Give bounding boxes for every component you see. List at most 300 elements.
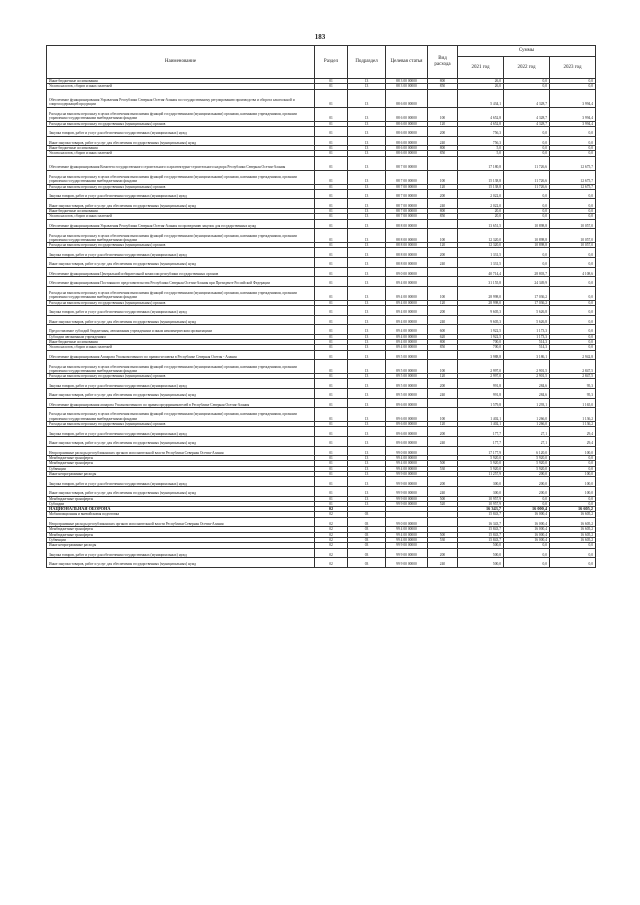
row-value-2022: 0,0 xyxy=(504,126,550,136)
table-row xyxy=(47,548,596,558)
row-value-2023: 2 942,8 xyxy=(550,350,596,360)
row-value-2021: 9 605,3 xyxy=(458,315,504,325)
row-value-2023: 0,0 xyxy=(550,79,596,84)
row-value-2022: 11 726,6 xyxy=(504,170,550,184)
row-section: 01 xyxy=(315,300,348,305)
row-target: 88 6 00 00000 xyxy=(386,121,428,126)
row-value-2023: 29,4 xyxy=(550,427,596,437)
row-value-2022: 4 328,7 xyxy=(504,107,550,121)
row-target: 89 0 00 00000 xyxy=(386,267,428,277)
row-value-2021: 300,0 xyxy=(458,486,504,496)
row-target: 99 9 00 00000 xyxy=(386,543,428,548)
row-name: Субвенции xyxy=(47,466,315,471)
row-value-2023: 100,0 xyxy=(550,477,596,487)
row-value-2021: 20,0 xyxy=(458,209,504,214)
row-name: Расходы на выплаты персоналу государственных (муниципальных) органов xyxy=(47,184,315,189)
row-value-2021: 4 652,8 xyxy=(458,107,504,121)
row-section: 01 xyxy=(315,466,348,471)
row-value-2021: 2 022,0 xyxy=(458,189,504,199)
row-value-2022: 200,0 xyxy=(504,472,550,477)
row-name: Иные бюджетные ассигнования xyxy=(47,209,315,214)
row-name: Межбюджетные трансферты xyxy=(47,496,315,501)
row-expense-type: 200 xyxy=(428,248,458,258)
row-value-2021: 13 651,5 xyxy=(458,219,504,229)
table-row xyxy=(47,136,596,146)
row-value-2021: 500,0 xyxy=(458,558,504,568)
row-value-2023: 3 994,4 xyxy=(550,89,596,107)
row-subsection: 13 xyxy=(348,305,386,315)
table-row xyxy=(47,170,596,184)
row-value-2022: 200,0 xyxy=(504,477,550,487)
row-value-2022: 284,6 xyxy=(504,379,550,389)
row-name: Иные закупки товаров, работ и услуг для обеспечения государственных (муниципальных) нужд xyxy=(47,136,315,146)
row-target: 88 7 00 00000 xyxy=(386,209,428,214)
row-value-2023: 1 136,2 xyxy=(550,422,596,427)
row-expense-type: 530 xyxy=(428,466,458,471)
row-section: 01 xyxy=(315,199,348,209)
row-expense-type: 120 xyxy=(428,300,458,305)
row-expense-type xyxy=(428,446,458,456)
row-value-2022: 1 173,3 xyxy=(504,325,550,335)
row-subsection: 13 xyxy=(348,360,386,374)
row-name: Обеспечение функционирования Аппарата Уполномоченного по правам человека в Республике Северная Осетия - Алания xyxy=(47,350,315,360)
row-name: Расходы на выплаты персоналу в целях обеспечения выполнения функций государственными (муниципальными) органами, казенными учреждениями, органами управления государственными внебюджетными фондами xyxy=(47,360,315,374)
row-value-2023: 0,0 xyxy=(550,543,596,548)
row-value-2023: 100,0 xyxy=(550,446,596,456)
row-expense-type: 100 xyxy=(428,229,458,243)
row-subsection: 13 xyxy=(348,422,386,427)
row-expense-type: 240 xyxy=(428,136,458,146)
row-subsection: 13 xyxy=(348,151,386,156)
row-target: 99 4 00 00000 xyxy=(386,537,428,542)
row-section: 01 xyxy=(315,121,348,126)
row-section: 01 xyxy=(315,229,348,243)
row-value-2021: 17 177,9 xyxy=(458,446,504,456)
table-row xyxy=(47,229,596,243)
row-value-2022: 0,0 xyxy=(504,136,550,146)
row-target: 88 7 00 00000 xyxy=(386,199,428,209)
row-target: 99 9 00 00000 xyxy=(386,486,428,496)
row-value-2022: 0,0 xyxy=(504,248,550,258)
row-value-2021: 1 922,5 xyxy=(458,334,504,339)
row-name: Закупка товаров, работ и услуг для обеспечения государственных (муниципальных) нужд xyxy=(47,189,315,199)
row-value-2022: 1 266,0 xyxy=(504,422,550,427)
row-value-2022: 0,0 xyxy=(504,199,550,209)
row-section: 01 xyxy=(315,496,348,501)
row-value-2022: 5 626,8 xyxy=(504,315,550,325)
row-value-2023: 0,0 xyxy=(550,286,596,300)
row-name: Межбюджетные трансферты xyxy=(47,532,315,537)
header-section: Раздел xyxy=(315,46,348,79)
row-value-2021: 991,8 xyxy=(458,379,504,389)
row-expense-type: 120 xyxy=(428,121,458,126)
row-expense-type: 800 xyxy=(428,79,458,84)
row-value-2023: 0,0 xyxy=(550,209,596,214)
row-value-2023: 95,3 xyxy=(550,379,596,389)
row-subsection: 13 xyxy=(348,325,386,335)
row-value-2022: 200,0 xyxy=(504,486,550,496)
row-subsection: 13 xyxy=(348,472,386,477)
table-row xyxy=(47,156,596,170)
row-subsection: 13 xyxy=(348,257,386,267)
header-name: Наименование xyxy=(47,46,315,79)
row-section: 02 xyxy=(315,517,348,527)
header-year-2023: 2023 год xyxy=(550,57,596,79)
row-value-2021: 5 920,0 xyxy=(458,456,504,461)
row-target: 99 0 00 00000 xyxy=(386,446,428,456)
row-value-2021: 1 402,1 xyxy=(458,408,504,422)
row-name: Иные закупки товаров, работ и услуг для обеспечения государственных (муниципальных) нужд xyxy=(47,257,315,267)
table-row xyxy=(47,379,596,389)
row-subsection: 13 xyxy=(348,219,386,229)
row-value-2021: 5 920,0 xyxy=(458,466,504,471)
row-target: 88 7 00 00000 xyxy=(386,184,428,189)
row-subsection: 03 xyxy=(348,558,386,568)
row-value-2021: 1 331,5 xyxy=(458,248,504,258)
row-name: Предоставление субсидий бюджетным, автономным учреждениям и иным некоммерческим организациям xyxy=(47,325,315,335)
row-expense-type: 850 xyxy=(428,151,458,156)
row-value-2023: 0,0 xyxy=(550,456,596,461)
row-name: Обеспечение функционирования Управления Республики Северная Осетия-Алания по государственному регулированию производства и оборота алкогольной и спиртосодержащей продукции xyxy=(47,89,315,107)
row-target: 99 9 00 00000 xyxy=(386,477,428,487)
row-expense-type: 620 xyxy=(428,334,458,339)
row-name: Иные закупки товаров, работ и услуг для обеспечения государственных (муниципальных) нужд xyxy=(47,486,315,496)
table-row xyxy=(47,89,596,107)
row-target: 88 8 00 00000 xyxy=(386,243,428,248)
row-value-2021: 9 605,3 xyxy=(458,305,504,315)
row-value-2021: 1 579,8 xyxy=(458,398,504,408)
row-expense-type: 240 xyxy=(428,315,458,325)
table-row xyxy=(47,389,596,399)
row-expense-type: 850 xyxy=(428,214,458,219)
row-name: Обеспечение функционирования Управления Республики Северная Осетия-Алания по проведению закупок для государственных нужд xyxy=(47,219,315,229)
row-subsection: 13 xyxy=(348,436,386,446)
row-target: 89 5 00 00000 xyxy=(386,350,428,360)
row-value-2023: 16 605,2 xyxy=(550,512,596,517)
row-value-2021: 26,0 xyxy=(458,79,504,84)
row-name: Иные непрограммные расходы xyxy=(47,543,315,548)
row-target: 99 9 00 00000 xyxy=(386,472,428,477)
row-target: 89 4 00 00000 xyxy=(386,340,428,345)
header-sums: Суммы xyxy=(458,46,596,57)
row-target: 99 9 00 00000 xyxy=(386,558,428,568)
row-subsection: 13 xyxy=(348,389,386,399)
row-expense-type: 100 xyxy=(428,107,458,121)
row-expense-type: 200 xyxy=(428,379,458,389)
row-value-2022: 27,1 xyxy=(504,436,550,446)
row-subsection: 13 xyxy=(348,345,386,350)
row-value-2023: 0,0 xyxy=(550,151,596,156)
row-value-2021: 15 138,8 xyxy=(458,170,504,184)
table-row xyxy=(47,126,596,136)
row-subsection: 03 xyxy=(348,517,386,527)
row-section: 01 xyxy=(315,219,348,229)
row-name: Расходы на выплаты персоналу государственных (муниципальных) органов xyxy=(47,121,315,126)
row-section: 01 xyxy=(315,436,348,446)
row-value-2021: 756,3 xyxy=(458,126,504,136)
row-target: 99 4 00 00000 xyxy=(386,461,428,466)
row-section: 01 xyxy=(315,151,348,156)
header-subsection: Подраздел xyxy=(348,46,386,79)
row-expense-type: 200 xyxy=(428,305,458,315)
table-row xyxy=(47,257,596,267)
row-value-2022: 16 000,4 xyxy=(504,512,550,517)
row-expense-type: 800 xyxy=(428,340,458,345)
row-name: Межбюджетные трансферты xyxy=(47,456,315,461)
row-subsection: 13 xyxy=(348,496,386,501)
row-value-2023: 0,0 xyxy=(550,136,596,146)
row-section: 02 xyxy=(315,537,348,542)
row-value-2022: 0,0 xyxy=(504,151,550,156)
row-expense-type xyxy=(428,89,458,107)
row-subsection: 13 xyxy=(348,398,386,408)
row-value-2022: 0,0 xyxy=(504,84,550,89)
row-expense-type: 200 xyxy=(428,427,458,437)
row-value-2023: 0,0 xyxy=(550,345,596,350)
row-value-2021: 1 402,1 xyxy=(458,422,504,427)
row-subsection: 03 xyxy=(348,532,386,537)
row-target: 89 4 00 00000 xyxy=(386,345,428,350)
row-value-2021: 177,7 xyxy=(458,427,504,437)
row-name: НАЦИОНАЛЬНАЯ ОБОРОНА xyxy=(47,507,315,512)
row-target: 89 4 00 00000 xyxy=(386,277,428,287)
row-value-2021: 16 343,7 xyxy=(458,517,504,527)
row-subsection: 13 xyxy=(348,350,386,360)
row-subsection: 13 xyxy=(348,170,386,184)
row-value-2023: 0,0 xyxy=(550,466,596,471)
row-value-2023: 0,0 xyxy=(550,461,596,466)
row-value-2023: 16 605,2 xyxy=(550,507,596,512)
row-value-2021: 11 257,9 xyxy=(458,472,504,477)
row-section: 01 xyxy=(315,422,348,427)
table-body xyxy=(47,79,596,568)
row-subsection: 13 xyxy=(348,456,386,461)
row-name: Иные закупки товаров, работ и услуг для обеспечения государственных (муниципальных) нужд xyxy=(47,389,315,399)
row-subsection: 13 xyxy=(348,374,386,379)
row-section: 01 xyxy=(315,456,348,461)
row-section: 01 xyxy=(315,248,348,258)
row-value-2023: 3 994,4 xyxy=(550,107,596,121)
row-expense-type: 800 xyxy=(428,209,458,214)
row-value-2023: 0,0 xyxy=(550,300,596,305)
row-section: 01 xyxy=(315,325,348,335)
table-row xyxy=(47,305,596,315)
table-header xyxy=(47,46,596,79)
row-section: 01 xyxy=(315,374,348,379)
row-value-2022: 16 000,4 xyxy=(504,532,550,537)
row-name: Иные бюджетные ассигнования xyxy=(47,340,315,345)
row-section: 02 xyxy=(315,543,348,548)
row-subsection: 13 xyxy=(348,427,386,437)
row-value-2023: 4 108,6 xyxy=(550,267,596,277)
row-expense-type xyxy=(428,350,458,360)
row-value-2023: 0,0 xyxy=(550,126,596,136)
row-value-2023: 0,0 xyxy=(550,84,596,89)
row-value-2022: 10 898,8 xyxy=(504,219,550,229)
row-value-2021: 28 998,0 xyxy=(458,300,504,305)
header-year-2022: 2022 год xyxy=(504,57,550,79)
row-target: 89 6 00 00000 xyxy=(386,436,428,446)
row-value-2022: 284,6 xyxy=(504,389,550,399)
row-value-2021: 15 843,7 xyxy=(458,537,504,542)
row-target: 99 9 00 00000 xyxy=(386,496,428,501)
row-target: 89 4 00 00000 xyxy=(386,315,428,325)
row-name: Уплата налогов, сборов и иных платежей xyxy=(47,151,315,156)
row-subsection: 13 xyxy=(348,229,386,243)
row-expense-type: 200 xyxy=(428,126,458,136)
row-value-2023: 2 847,5 xyxy=(550,360,596,374)
row-value-2021: 16 343,7 xyxy=(458,507,504,512)
row-value-2022: 0,0 xyxy=(504,496,550,501)
row-target: 88 6 00 00000 xyxy=(386,151,428,156)
row-value-2023: 10 057,0 xyxy=(550,219,596,229)
table-row xyxy=(47,286,596,300)
row-subsection: 13 xyxy=(348,466,386,471)
row-target: 88 6 00 00000 xyxy=(386,126,428,136)
row-subsection: 13 xyxy=(348,286,386,300)
row-value-2022: 0,0 xyxy=(504,501,550,506)
row-name: Расходы на выплаты персоналу государственных (муниципальных) органов xyxy=(47,374,315,379)
table-row xyxy=(47,517,596,527)
row-value-2021: 2 997,0 xyxy=(458,360,504,374)
row-value-2023: 29,4 xyxy=(550,436,596,446)
row-name: Расходы на выплаты персоналу в целях обеспечения выполнения функций государственными (муниципальными) органами, казенными учреждениями, органами управления государственными внебюджетными фондами xyxy=(47,286,315,300)
row-name: Непрограммные расходы республиканских органов исполнительной власти Республики Северная Осетия-Алания xyxy=(47,517,315,527)
row-name: Закупка товаров, работ и услуг для обеспечения государственных (муниципальных) нужд xyxy=(47,126,315,136)
row-name: Межбюджетные трансферты xyxy=(47,461,315,466)
row-expense-type: 100 xyxy=(428,286,458,300)
row-value-2022: 11 726,6 xyxy=(504,156,550,170)
row-value-2023: 12 675,7 xyxy=(550,184,596,189)
row-expense-type: 530 xyxy=(428,537,458,542)
table-row xyxy=(47,477,596,487)
row-subsection: 13 xyxy=(348,107,386,121)
row-name: Мобилизационная и вневойсковая подготовка xyxy=(47,512,315,517)
row-name: Непрограммные расходы республиканских органов исполнительной власти Республики Северная Осетия-Алания xyxy=(47,446,315,456)
table-row xyxy=(47,350,596,360)
row-value-2021: 500,0 xyxy=(458,548,504,558)
row-subsection: 13 xyxy=(348,184,386,189)
row-value-2022: 24 349,9 xyxy=(504,277,550,287)
row-expense-type: 100 xyxy=(428,360,458,374)
row-subsection: 13 xyxy=(348,267,386,277)
row-target: 89 5 00 00000 xyxy=(386,374,428,379)
row-value-2023: 16 605,2 xyxy=(550,517,596,527)
row-name: Иные закупки товаров, работ и услуг для обеспечения государственных (муниципальных) нужд xyxy=(47,436,315,446)
row-name: Иные непрограммные расходы xyxy=(47,472,315,477)
row-expense-type: 500 xyxy=(428,461,458,466)
row-subsection: 13 xyxy=(348,477,386,487)
row-target: 88 6 00 00000 xyxy=(386,89,428,107)
table-row xyxy=(47,267,596,277)
row-value-2021: 3 988,8 xyxy=(458,350,504,360)
row-section: 01 xyxy=(315,170,348,184)
row-value-2021: 2 022,0 xyxy=(458,199,504,209)
row-target: 89 4 00 00000 xyxy=(386,334,428,339)
row-value-2022: 0,0 xyxy=(504,79,550,84)
row-section: 02 xyxy=(315,512,348,517)
row-name: Расходы на выплаты персоналу государственных (муниципальных) органов xyxy=(47,300,315,305)
row-value-2022: 17 036,2 xyxy=(504,286,550,300)
row-name: Иные бюджетные ассигнования xyxy=(47,146,315,151)
row-value-2021: 1 331,5 xyxy=(458,257,504,267)
row-name: Обеспечение функционирования Центральной избирательной комиссии республики государственных органов xyxy=(47,267,315,277)
row-value-2022: 0,0 xyxy=(504,189,550,199)
row-section: 01 xyxy=(315,243,348,248)
table-row xyxy=(47,436,596,446)
row-value-2021: 20,0 xyxy=(458,214,504,219)
row-target: 89 4 00 00000 xyxy=(386,305,428,315)
row-expense-type: 100 xyxy=(428,170,458,184)
table-row xyxy=(47,248,596,258)
row-value-2023: 16 605,2 xyxy=(550,527,596,532)
row-expense-type xyxy=(428,517,458,527)
row-value-2022: 0,0 xyxy=(504,214,550,219)
row-section: 02 xyxy=(315,507,348,512)
row-value-2023: 0,0 xyxy=(550,199,596,209)
row-value-2021: 700,0 xyxy=(458,340,504,345)
row-target: 88 7 00 00000 xyxy=(386,170,428,184)
row-section: 01 xyxy=(315,408,348,422)
row-subsection: 13 xyxy=(348,315,386,325)
row-value-2022: 514,3 xyxy=(504,345,550,350)
budget-table xyxy=(46,45,596,568)
row-expense-type: 800 xyxy=(428,146,458,151)
row-target: 89 5 00 00000 xyxy=(386,360,428,374)
row-value-2022: 0,0 xyxy=(504,558,550,568)
row-subsection: 03 xyxy=(348,543,386,548)
row-name: Иные закупки товаров, работ и услуг для обеспечения государственных (муниципальных) нужд xyxy=(47,199,315,209)
row-value-2022: 0,0 xyxy=(504,543,550,548)
row-section: 01 xyxy=(315,340,348,345)
row-value-2021: 500,0 xyxy=(458,543,504,548)
row-value-2021: 28 998,0 xyxy=(458,286,504,300)
row-name: Закупка товаров, работ и услуг для обеспечения государственных (муниципальных) нужд xyxy=(47,427,315,437)
row-target: 99 9 00 00000 xyxy=(386,548,428,558)
row-name: Закупка товаров, работ и услуг для обеспечения государственных (муниципальных) нужд xyxy=(47,248,315,258)
row-value-2022: 514,3 xyxy=(504,340,550,345)
table-row xyxy=(47,558,596,568)
row-value-2021: 300,0 xyxy=(458,477,504,487)
table-row xyxy=(47,398,596,408)
table-row xyxy=(47,219,596,229)
row-value-2021: 700,0 xyxy=(458,345,504,350)
row-value-2023: 0,0 xyxy=(550,496,596,501)
row-value-2023: 0,0 xyxy=(550,340,596,345)
row-value-2022: 6 120,0 xyxy=(504,446,550,456)
row-name: Субсидии xyxy=(47,501,315,506)
row-target: 89 6 00 00000 xyxy=(386,427,428,437)
row-value-2023: 16 605,2 xyxy=(550,532,596,537)
row-value-2023: 0,0 xyxy=(550,558,596,568)
row-value-2023: 0,0 xyxy=(550,248,596,258)
row-subsection: 13 xyxy=(348,243,386,248)
row-value-2023: 95,3 xyxy=(550,389,596,399)
row-name: Расходы на выплаты персоналу государственных (муниципальных) органов xyxy=(47,243,315,248)
row-section: 01 xyxy=(315,126,348,136)
row-subsection: 13 xyxy=(348,446,386,456)
row-section: 01 xyxy=(315,209,348,214)
row-value-2021: 10 957,9 xyxy=(458,501,504,506)
row-section: 01 xyxy=(315,107,348,121)
row-name: Иные бюджетные ассигнования xyxy=(47,79,315,84)
row-section: 01 xyxy=(315,461,348,466)
row-value-2022: 5 920,0 xyxy=(504,466,550,471)
row-name: Иные закупки товаров, работ и услуг для обеспечения государственных (муниципальных) нужд xyxy=(47,558,315,568)
row-target: 88 6 00 00000 xyxy=(386,107,428,121)
row-name: Расходы на выплаты персоналу в целях обеспечения выполнения функций государственными (муниципальными) органами, казенными учреждениями, органами управления государственными внебюджетными фондами xyxy=(47,107,315,121)
row-target: 99 0 00 00000 xyxy=(386,517,428,527)
